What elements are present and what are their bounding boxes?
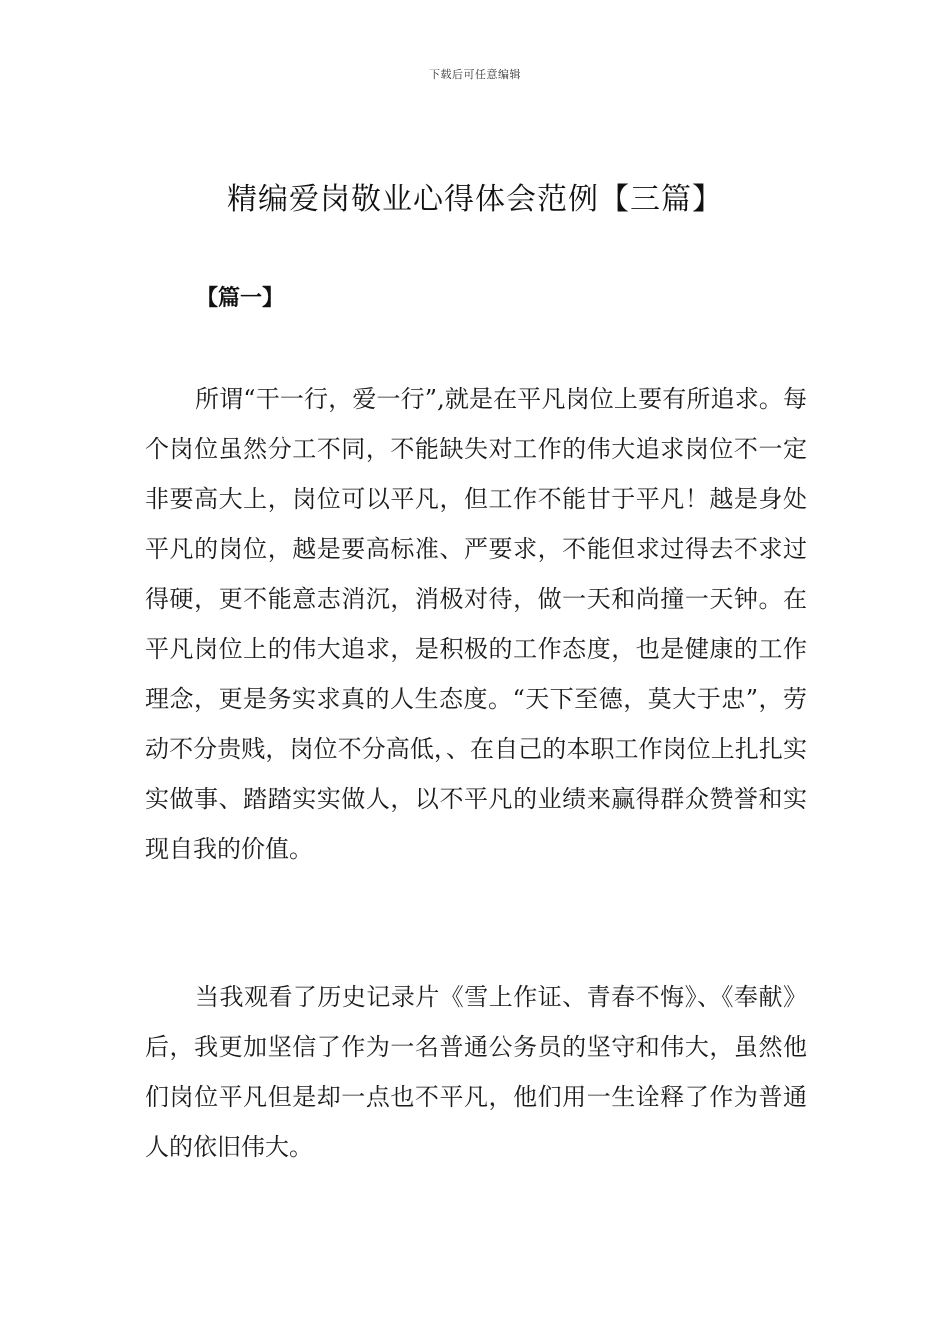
document-title: 精编爱岗敬业心得体会范例【三篇】 xyxy=(227,182,723,217)
header-note: 下载后可任意编辑 xyxy=(429,68,521,81)
section-heading: 【篇一】 xyxy=(196,286,285,311)
body-paragraph: 所谓“干一行，爱一行”,就是在平凡岗位上要有所追求。每个岗位虽然分工不同，不能缺失对工作的伟大追求岗位不一定非要高大上，岗位可以平凡，但工作不能甘于平凡！越是身处平凡的岗位，越是要高标准、严要求，不能但求过得去不求过得硬，更不能意志消沉，消极对待，做一天和尚撞一天钟。在平凡岗位上的伟大追求，是积极的工作态度，也是健康的工作理念，更是务实求真的人生态度。“天下至德，莫大于忠”，劳动不分贵贱，岗位不分高低，、在自己的本职工作岗位上扎扎实实做事、踏踏实实做人，以不平凡的业绩来赢得群众赞誉和实现自我的价值。 xyxy=(145,385,807,863)
body-paragraph: 当我观看了历史记录片《雪上作证、青春不悔》、《奉献》后，我更加坚信了作为一名普通公务员的坚守和伟大，虽然他们岗位平凡但是却一点也不平凡，他们用一生诠释了作为普通人的依旧伟大。 xyxy=(145,983,807,1161)
